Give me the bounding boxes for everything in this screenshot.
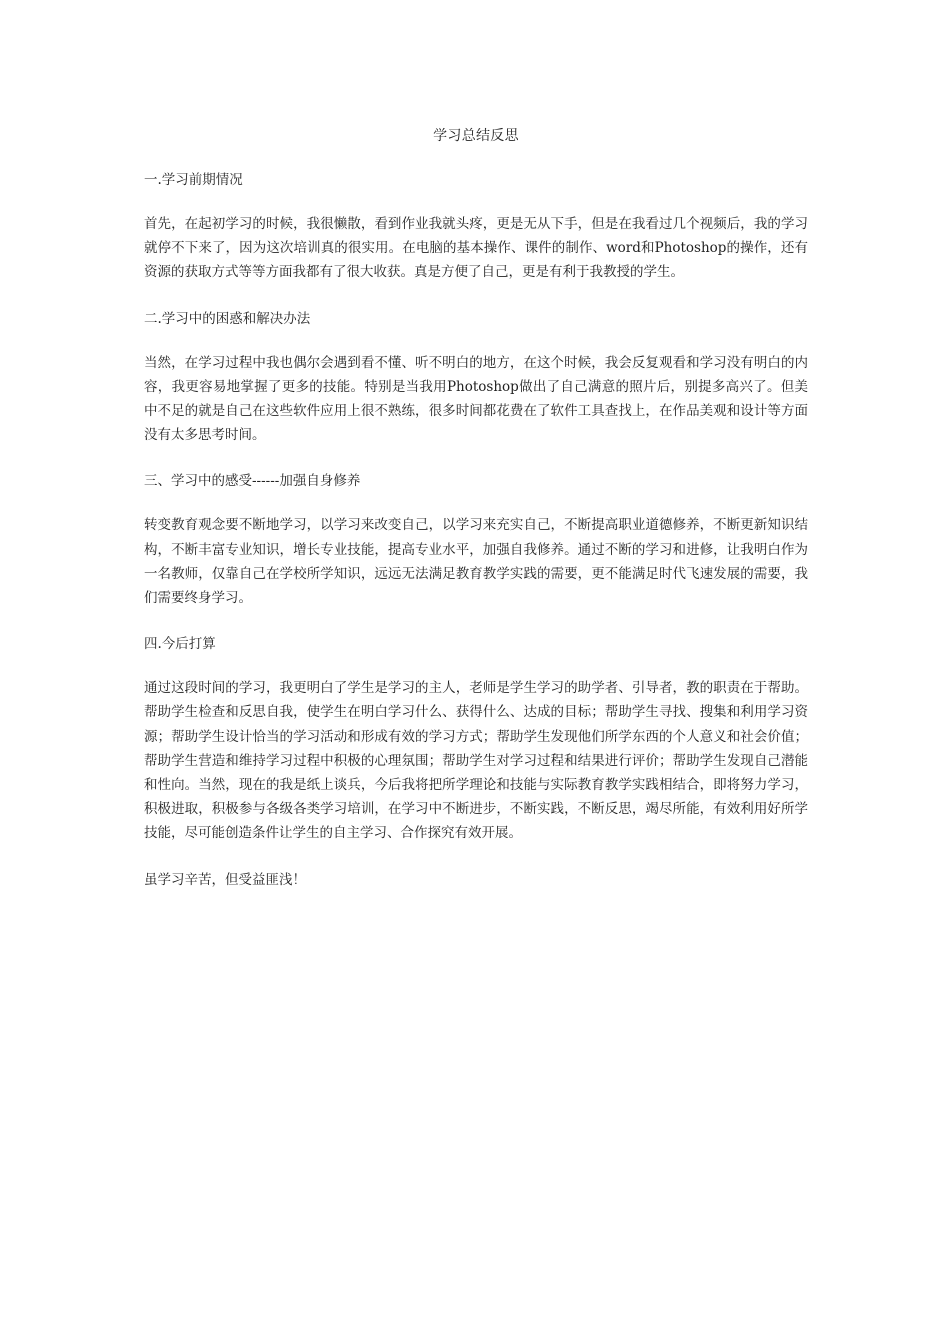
section-heading-1: 一.学习前期情况	[144, 172, 243, 188]
section-paragraph-2: 当然，在学习过程中我也偶尔会遇到看不懂、听不明白的地方，在这个时候，我会反复观看和学习没有明白的内容，我更容易地掌握了更多的技能。特别是当我用Photoshop做出了自己满意的照片后，别提多高兴了。但美中不足的就是自己在这些软件应用上很不熟练，很多时间都花费在了软件工具查找上，在作品美观和设计等方面没有太多思考时间。	[144, 354, 808, 444]
section-heading-3: 三、学习中的感受------加强自身修养	[144, 473, 361, 490]
section-paragraph-4: 通过这段时间的学习，我更明白了学生是学习的主人，老师是学生学习的助学者、引导者，教的职责在于帮助。帮助学生检查和反思自我，使学生在明白学习什么、获得什么、达成的目标；帮助学生寻找、搜集和利用学习资源；帮助学生设计恰当的学习活动和形成有效的学习方式；帮助学生发现他们所学东西的个人意义和社会价值；帮助学生营造和维持学习过程中积极的心理氛围；帮助学生对学习过程和结果进行评价；帮助学生发现自己潜能和性向。当然，现在的我是纸上谈兵，今后我将把所学理论和技能与实际教育教学实践相结合，即将努力学习，积极进取，积极参与各级各类学习培训，在学习中不断进步，不断实践，不断反思，竭尽所能，有效利用好所学技能，尽可能创造条件让学生的自主学习、合作探究有效开展。	[144, 680, 808, 842]
document-title: 学习总结反思	[433, 128, 519, 144]
section-paragraph-1: 首先，在起初学习的时候，我很懒散，看到作业我就头疼，更是无从下手，但是在我看过几个视频后，我的学习就停不下来了，因为这次培训真的很实用。在电脑的基本操作、课件的制作、word和Photoshop的操作，还有资源的获取方式等等方面我都有了很大收获。真是方便了自己，更是有利于我教授的学生。	[144, 216, 808, 281]
closing-sentence: 虽学习辛苦，但受益匪浅！	[144, 871, 306, 888]
section-paragraph-3: 转变教育观念要不断地学习，以学习来改变自己，以学习来充实自己，不断提高职业道德修养，不断更新知识结构，不断丰富专业知识，增长专业技能，提高专业水平，加强自我修养。通过不断的学习和进修，让我明白作为一名教师，仅靠自己在学校所学知识，远远无法满足教育教学实践的需要，更不能满足时代飞速发展的需要，我们需要终身学习。	[144, 517, 808, 607]
section-heading-2: 二.学习中的困惑和解决办法	[144, 310, 311, 327]
section-heading-4: 四.今后打算	[144, 636, 216, 653]
document-content	[144, 124, 808, 914]
